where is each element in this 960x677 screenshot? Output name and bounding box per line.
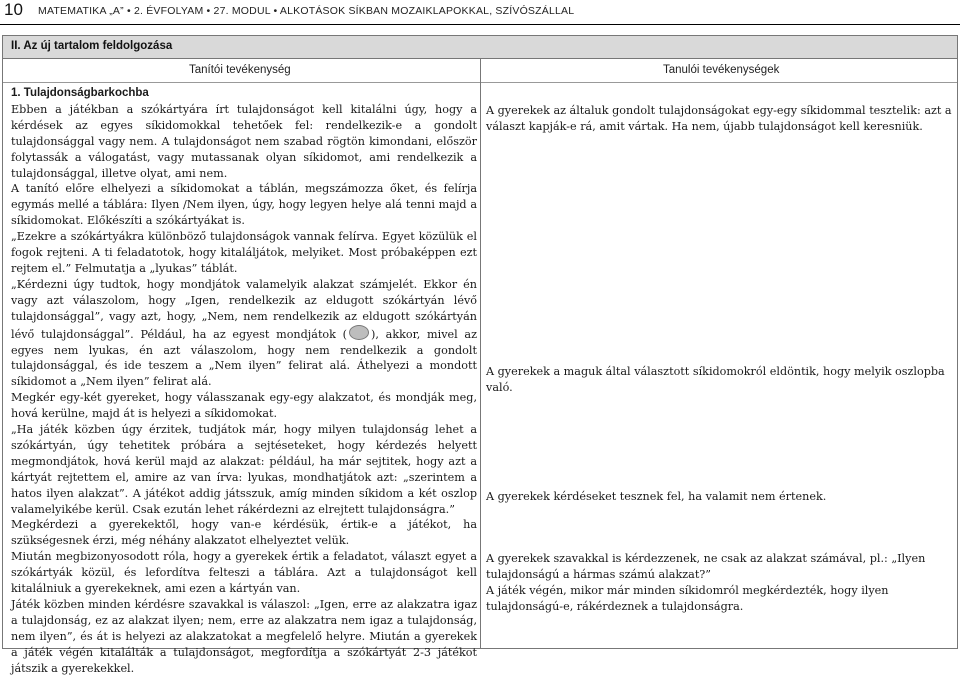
teacher-paragraph-with-shape — [11, 277, 477, 390]
teacher-paragraph: Megkérdezi a gyerekektől, hogy van-e kérdésük, értik-e a játékot, ha szükségesnek érzi, még néhány alakzatot elhelyeztet velük. — [11, 518, 477, 548]
student-text: A gyerekek a maguk által választott síkidomokról eldöntik, hogy melyik oszlopba való. — [486, 365, 945, 394]
student-activity — [486, 583, 956, 615]
section-title: II. Az új tartalom feldolgozása — [11, 40, 173, 52]
running-head: MATEMATIKA „A” • 2. ÉVFOLYAM • 27. MODUL • ALKOTÁSOK SÍKBAN MOZAIKLAPOKKAL, SZÍVÓSZÁLLAL — [38, 5, 575, 17]
teacher-paragraph: A tanító előre elhelyezi a síkidomokat a táblán, megszámozza őket, és felírja egymás mellé a táblára: Ilyen /Nem ilyen, úgy, hogy legyen helye alá tenni majd a síkidomokat. Előkészíti a szókártyákat is. — [11, 182, 477, 228]
teacher-column — [11, 86, 477, 677]
student-text: A gyerekek az általuk gondolt tulajdonságokat egy-egy síkidommal tesztelik: azt a választ kapják-e rá, amit vártak. Ha nem, újabb tulajdonságot kell keresniük. — [486, 104, 952, 133]
activity-title: 1. Tulajdonságbarkochba — [11, 87, 149, 99]
header-rule — [0, 24, 960, 25]
teacher-paragraph: Miután megbizonyosodott róla, hogy a gyerekek értik a feladatot, választ egyet a szókártyák közül, és lefordítva felteszi a táblára. Azt a tulajdonságot kell kitalálniuk a gyerekeknek, ami ezen a kártyán van. — [11, 550, 477, 596]
student-column-header: Tanulói tevékenységek — [663, 64, 780, 76]
student-text: A gyerekek szavakkal is kérdezzenek, ne csak az alakzat számával, pl.: „Ilyen tulajdonságú a hármas számú alakzat?” — [486, 552, 926, 581]
column-divider — [480, 59, 481, 648]
student-activity — [486, 489, 956, 505]
teacher-text: ), akkor, mivel az egyes nem lyukas, én azt válaszolom, hogy nem rendelkezik a gondolt tulajdonsággal, és ide teszem a „Nem ilyen” felirat alá. Áthelyezi a mondott síkidomot a „Nem ilyen” felirat alá. — [11, 327, 477, 389]
teacher-paragraph: Ebben a játékban a szókártyára írt tulajdonságot kell kitalálni úgy, hogy a kérdések az egyes síkidomokkal tehetőek fel: rendelkezik-e a gondolt tulajdonsággal vagy nem. A tulajdonságot nem szabad rögtön kimondani, először folytassák a válogatást, vagy mutassanak olyan síkidomot, ami rendelkezik a tulajdonsággal, illetve olyat, ami nem. — [11, 102, 477, 180]
activity-table — [2, 59, 958, 675]
section-header — [2, 35, 958, 59]
teacher-column-header: Tanítói tevékenység — [189, 64, 291, 76]
student-activity — [486, 364, 956, 396]
teacher-paragraph: „Ezekre a szókártyákra különböző tulajdonságok vannak felírva. Egyet közülük el fogok rejteni. A ti feladatotok, hogy kitaláljátok, melyiket. Most próbaképpen ezt rejtem el.” Felmutatja a „lyukas” táblát. — [11, 230, 477, 275]
teacher-paragraph: Játék közben minden kérdésre szavakkal is válaszol: „Igen, erre az alakzatra igaz a tulajdonság, ez az alakzat ilyen; nem, erre az alakzatra nem igaz a tulajdonság, nem ilyen”, és át is helyezi az alakzatokat a megfelelő helyre. Miután a gyerekek a játék végén kitalálták a tulajdonságot, megfordítja a szókártyát 2-3 játékot játszik a gyerekekkel. — [11, 598, 477, 675]
page-number: 10 — [4, 0, 23, 19]
teacher-paragraph: „Ha játék közben úgy érzitek, tudjátok már, hogy milyen tulajdonság lehet a szókártyán, úgy tehetitek próbára a sejtéseteket, hogy kérdezés helyett megmondjátok, hová kerül majd az alakzat: például, ha már sejtitek, hogy azt a kártyát rejtettem el, amire az van írva: lyukas, mondhatjátok azt: „szerintem a hatos ilyen alakzat”. A játékot addig játsszuk, amíg minden síkidom a két oszlop valamelyikébe kerül. Csak ezután lehet rákérdezni az elrejtett tulajdonságra.” — [11, 423, 477, 516]
student-activity — [486, 551, 956, 583]
student-text: A játék végén, mikor már minden síkidomról megkérdezték, hogy ilyen tulajdonságú-e, rákérdeznek a tulajdonságra. — [486, 584, 889, 613]
teacher-paragraph: Megkér egy-két gyereket, hogy válasszanak egy-egy alakzatot, és mondják meg, hová kerülne, majd át is helyezi a síkidomokat. — [11, 391, 477, 421]
teacher-text: „Kérdezni úgy tudtok, hogy mondjátok valamelyik alakzat számjelét. Ekkor én vagy azt válaszolom, hogy „Igen, rendelkezik az eldugott szókártyán lévő tulajdonsággal”, vagy azt, hogy, „Nem, nem rendelkezik az eldugott szókártyán lévő tulajdonsággal”. Például, ha az egyest mondjátok ( — [11, 277, 477, 341]
student-activity — [486, 103, 956, 135]
gray-oval-shape-icon — [349, 325, 369, 340]
student-text: A gyerekek kérdéseket tesznek fel, ha valamit nem értenek. — [486, 490, 827, 503]
page-header — [0, 0, 960, 22]
